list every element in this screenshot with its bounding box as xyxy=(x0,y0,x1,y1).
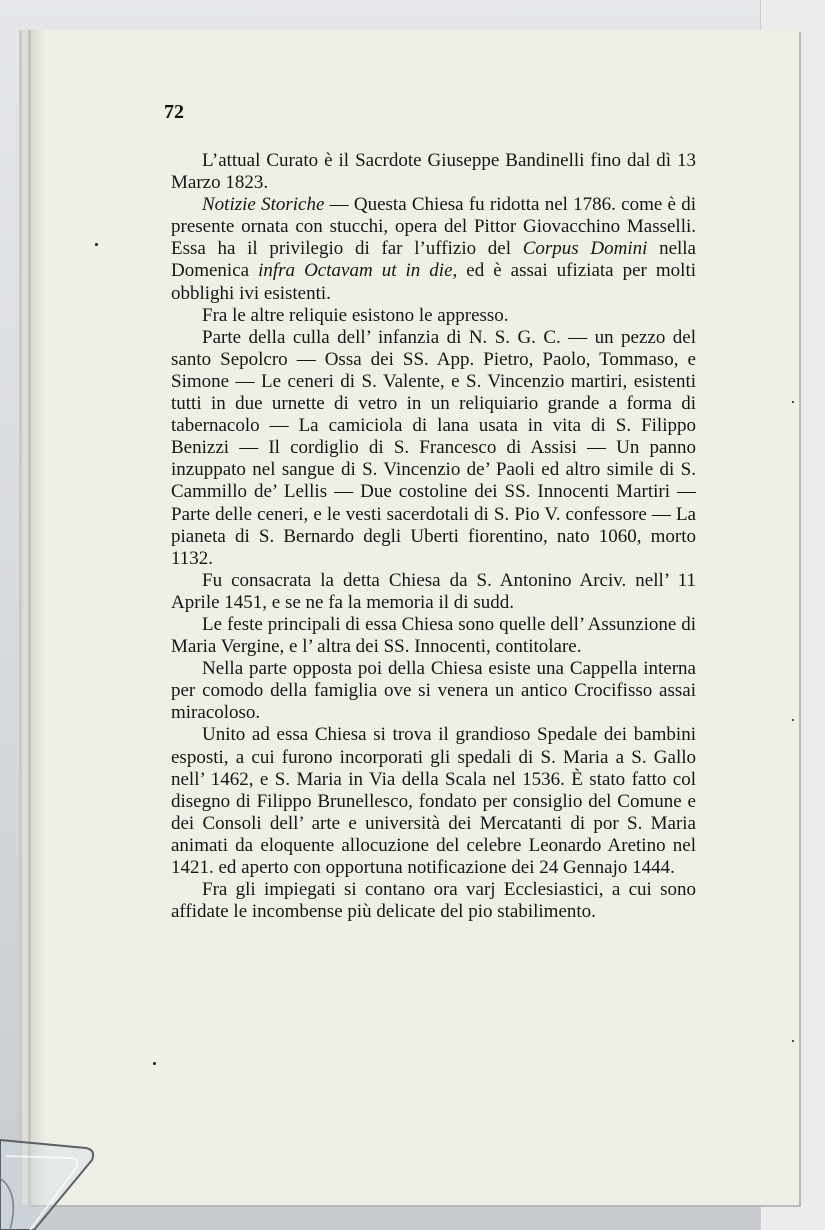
ink-speck xyxy=(95,243,98,246)
paragraph-cappella: Nella parte opposta poi della Chiesa esiste una Cappella interna per comodo della famiglia ove si venera un antico Crocifisso assai miracoloso. xyxy=(171,658,696,724)
paragraph-reliquie-list: Parte della culla dell’ infanzia di N. S. G. C. — un pezzo del santo Sepolcro — Ossa dei SS. App. Pietro, Paolo, Tommaso, e Simone — Le ceneri di S. Valente, e S. Vincenzio martiri, esistenti tutti in due urnette di vetro in un reliquiario grande a forma di tabernacolo — La camiciola di lana usata in vita di S. Filippo Benizzi — Il cordiglio di S. Francesco di Assisi — Un panno inzuppato nel sangue di S. Vincenzio de’ Paoli ed altro simile di S. Cammillo de’ Lellis — Due costoline dei SS. Innocenti Martiri — Parte delle ceneri, e le vesti sacerdotali di S. Pio V. confessore — La pianeta di S. Bernardo degli Uberti fiorentino, nato 1060, morto 1132. xyxy=(171,326,696,569)
ink-speck xyxy=(792,719,794,721)
paragraph-consacrazione: Fu consacrata la detta Chiesa da S. Antonino Arciv. nell’ 11 Aprile 1451, e se ne fa la memoria il di sudd. xyxy=(171,569,696,613)
paragraph-spedale: Unito ad essa Chiesa si trova il grandioso Spedale dei bambini esposti, a cui furono incorporati gli spedali di S. Maria a S. Gallo nell’ 1462, e S. Maria in Via della Scala nel 1536. È stato fatto col disegno di Filippo Brunellesco, fondato per consiglio del Comune e dei Consoli dell’ arte e università dei Mercatanti di por S. Maria animati da eloquente allocuzione del celebre Leonardo Aretino nel 1421. ed aperto con opportuna notificazione dei 24 Gennajo 1444. xyxy=(171,724,696,878)
paragraph-reliquie-intro: Fra le altre reliquie esistono le appresso. xyxy=(202,304,509,326)
plastic-clip-icon xyxy=(0,1138,100,1230)
notizie-text-1: — Questa Chiesa fu ridotta nel 1786. come è di presente ornata con stucchi, opera del Pittor Giovacchino Masselli. Essa ha il privilegio di far l’uffizio del xyxy=(171,194,697,260)
notizie-storiche-heading: Notizie Storiche xyxy=(202,194,325,216)
notizie-text-2: nella Domenica xyxy=(171,238,696,282)
ink-speck xyxy=(792,1040,794,1042)
page-number: 72 xyxy=(164,101,184,123)
paragraph-feste: Le feste principali di essa Chiesa sono quelle dell’ Assunzione di Maria Vergine, e l’ altra dei SS. Innocenti, contitolare. xyxy=(171,613,696,658)
notizie-text-3: , ed è assai ufiziata per molti obblighi ivi esistenti. xyxy=(171,260,697,304)
ink-speck xyxy=(153,1062,156,1065)
page-text xyxy=(171,150,696,923)
paragraph-notizie-storiche xyxy=(171,194,696,304)
notizie-italic-2: infra Octavam ut in die xyxy=(258,260,453,282)
paragraph-impiegati: Fra gli impiegati si contano ora varj Ecclesiastici, a cui sono affidate le incombense più delicate del pio stabilimento. xyxy=(171,879,696,923)
spine-shadow xyxy=(28,30,46,1205)
ink-speck xyxy=(792,401,794,403)
paragraph-curato: L’attual Curato è il Sacrdote Giuseppe Bandinelli fino dal dì 13 Marzo 1823. xyxy=(171,150,696,194)
notizie-italic-1: Corpus Domini xyxy=(522,238,648,260)
